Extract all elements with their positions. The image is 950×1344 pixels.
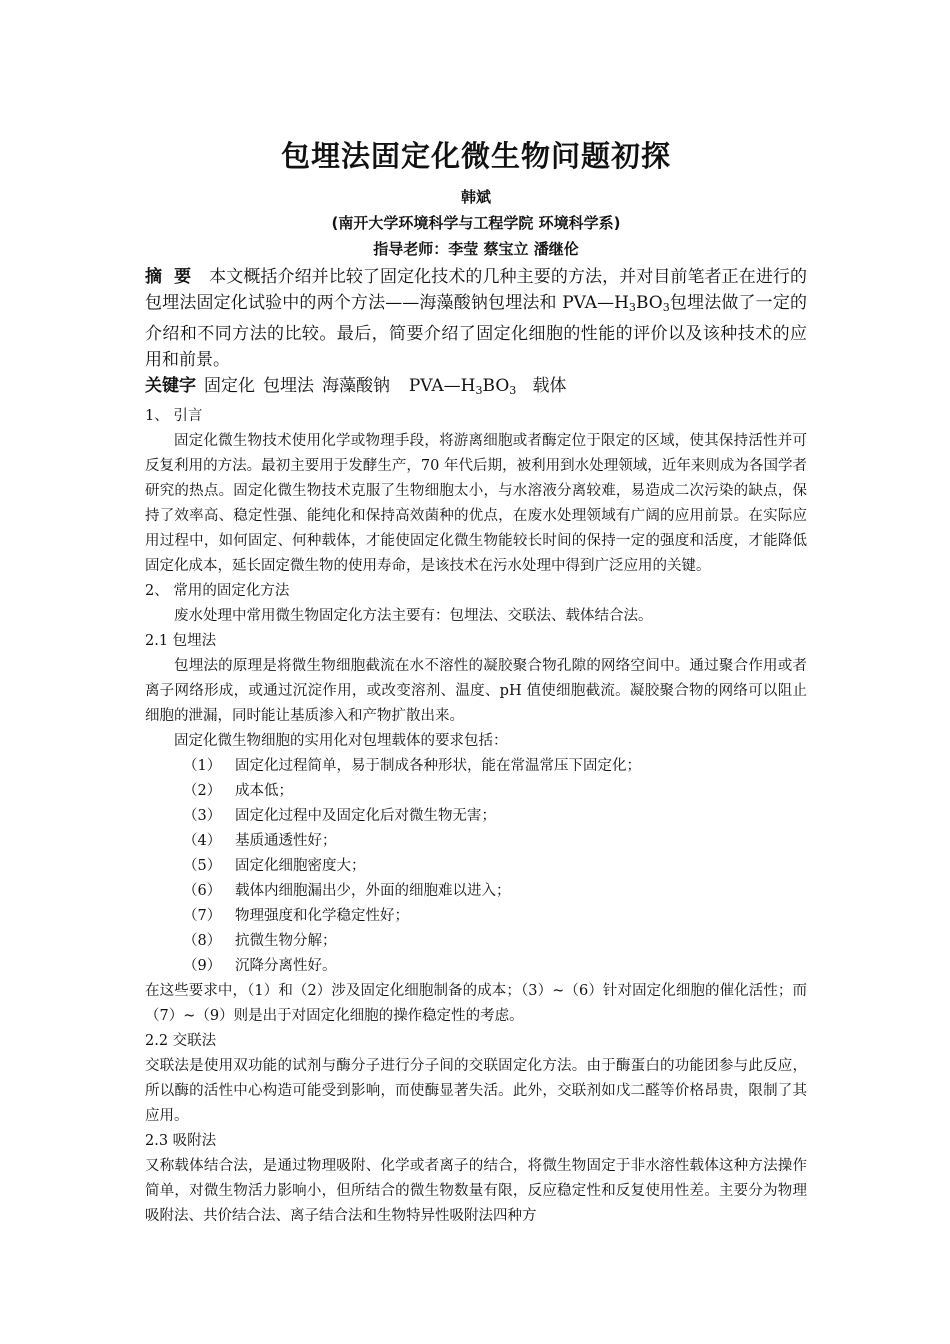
list-item-text: 抗微生物分解； bbox=[235, 932, 337, 949]
keyword: 海藻酸钠 bbox=[322, 375, 390, 396]
keyword-pva-sub-2: 3 bbox=[509, 383, 517, 397]
keyword-pva-sub-1: 3 bbox=[475, 383, 483, 397]
list-item bbox=[145, 829, 807, 854]
keywords-heading: 关键字 bbox=[145, 375, 196, 396]
list-item bbox=[145, 804, 807, 829]
keywords-line bbox=[145, 373, 807, 404]
author: 韩斌 bbox=[460, 188, 491, 206]
list-item-number: （5） bbox=[183, 857, 222, 874]
list-item-number: （4） bbox=[183, 832, 222, 849]
section-2-1-paragraph: 包埋法的原理是将微生物细胞截流在水不溶性的凝胶聚合物孔隙的网络空间中。通过聚合作用或者离子网络形成，或通过沉淀作用，或改变溶剂、温度、pH 值使细胞截流。凝胶聚合物的网络可以阻止细胞的泄漏，同时能让基质渗入和产物扩散出来。 bbox=[145, 657, 807, 724]
section-heading-1: 1、 引言 bbox=[145, 407, 203, 424]
affiliation: (南开大学环境科学与工程学院 环境科学系) bbox=[331, 214, 621, 232]
section-1-paragraph: 固定化微生物技术使用化学或物理手段，将游离细胞或者酶定位于限定的区域，使其保持活性并可反复利用的方法。最初主要用于发酵生产，70 年代后期，被利用到水处理领域，近年来则成为各国学者研究的热点。固定化微生物技术克服了生物细胞太小，与水溶液分离较难，易造成二次污染的缺点，保持了效率高、稳定性强、能纯化和保持高效菌种的优点，在废水处理领域有广阔的应用前景。在实际应用过程中，如何固定、何种载体，才能使固定化微生物能较长时间的保持一定的强度和活度，才能降低固定化成本，延长固定微生物的使用寿命，是该技术在污水处理中得到广泛应用的关键。 bbox=[145, 432, 807, 574]
requirements-intro: 固定化微生物细胞的实用化对包埋载体的要求包括： bbox=[174, 732, 508, 749]
section-heading-2-1: 2.1 包埋法 bbox=[145, 632, 217, 649]
list-item-text: 物理强度和化学稳定性好； bbox=[235, 907, 409, 924]
abstract-text-2: BO bbox=[635, 293, 663, 313]
keyword-pva-b: BO bbox=[482, 375, 510, 396]
section-2-2-paragraph: 交联法是使用双功能的试剂与酶分子进行分子间的交联固定化方法。由于酶蛋白的功能团参与此反应，所以酶的活性中心构造可能受到影响，而使酶显著失活。此外，交联剂如戊二醛等价格昂贵，限制了其应用。 bbox=[145, 1057, 807, 1124]
list-item-text: 成本低； bbox=[235, 782, 293, 799]
abstract-heading: 摘要 bbox=[145, 267, 204, 287]
list-item-text: 载体内细胞漏出少，外面的细胞难以进入； bbox=[235, 882, 511, 899]
requirements-summary: 在这些要求中，（1）和（2）涉及固定化细胞制备的成本；（3）~（6）针对固定化细胞的催化活性；而（7）~（9）则是出于对固定化细胞的操作稳定性的考虑。 bbox=[145, 982, 807, 1024]
abstract-text-3: 包埋法做了一定的介绍和不同方法的比较。最后，简要介绍了固定化细胞的性能的评价以及该种技术的应用和前景。 bbox=[145, 293, 807, 370]
list-item-number: （1） bbox=[183, 757, 222, 774]
list-item-text: 固定化过程简单，易于制成各种形状，能在常温常压下固定化； bbox=[235, 757, 641, 774]
list-item-number: （3） bbox=[183, 807, 222, 824]
list-item bbox=[145, 879, 807, 904]
list-item-number: （8） bbox=[183, 932, 222, 949]
list-item-number: （6） bbox=[183, 882, 222, 899]
list-item bbox=[145, 779, 807, 804]
section-heading-2: 2、 常用的固定化方法 bbox=[145, 582, 290, 599]
section-2-3-paragraph: 又称载体结合法，是通过物理吸附、化学或者离子的结合，将微生物固定于非水溶性载体这种方法操作简单，对微生物活力影响小，但所结合的微生物数量有限，反应稳定性和反复使用性差。主要分为物理吸附法、共价结合法、离子结合法和生物特异性吸附法四种方 bbox=[145, 1157, 807, 1224]
keyword: 载体 bbox=[532, 375, 567, 396]
list-item-text: 基质通透性好； bbox=[235, 832, 337, 849]
list-item-number: （7） bbox=[183, 907, 222, 924]
list-item-number: （9） bbox=[183, 957, 222, 974]
abstract bbox=[145, 264, 807, 373]
abstract-text-1: 本文概括介绍并比较了固定化技术的几种主要的方法，并对目前笔者正在进行的包埋法固定化试验中的两个方法——海藻酸钠包埋法和 PVA—H bbox=[145, 267, 808, 313]
section-2-paragraph: 废水处理中常用微生物固定化方法主要有：包埋法、交联法、载体结合法。 bbox=[174, 607, 653, 624]
list-item bbox=[145, 904, 807, 929]
list-item-number: （2） bbox=[183, 782, 222, 799]
keyword-pva-a: PVA—H bbox=[408, 375, 476, 396]
list-item bbox=[145, 854, 807, 879]
section-heading-2-3: 2.3 吸附法 bbox=[145, 1132, 217, 1149]
document-title: 包埋法固定化微生物问题初探 bbox=[280, 139, 671, 173]
abstract-sub-2: 3 bbox=[662, 300, 670, 314]
section-heading-2-2: 2.2 交联法 bbox=[145, 1032, 217, 1049]
keyword: 包埋法 bbox=[263, 375, 314, 396]
list-item bbox=[145, 929, 807, 954]
advisors: 指导老师：李莹 蔡宝立 潘继伦 bbox=[373, 240, 579, 258]
list-item-text: 沉降分离性好。 bbox=[235, 957, 337, 974]
document-page bbox=[145, 130, 807, 1229]
list-item-text: 固定化细胞密度大； bbox=[235, 857, 366, 874]
list-item-text: 固定化过程中及固定化后对微生物无害； bbox=[235, 807, 496, 824]
list-item bbox=[145, 954, 807, 979]
abstract-sub-1: 3 bbox=[628, 300, 636, 314]
keyword: 固定化 bbox=[204, 375, 255, 396]
requirements-list bbox=[145, 754, 807, 979]
list-item bbox=[145, 754, 807, 779]
